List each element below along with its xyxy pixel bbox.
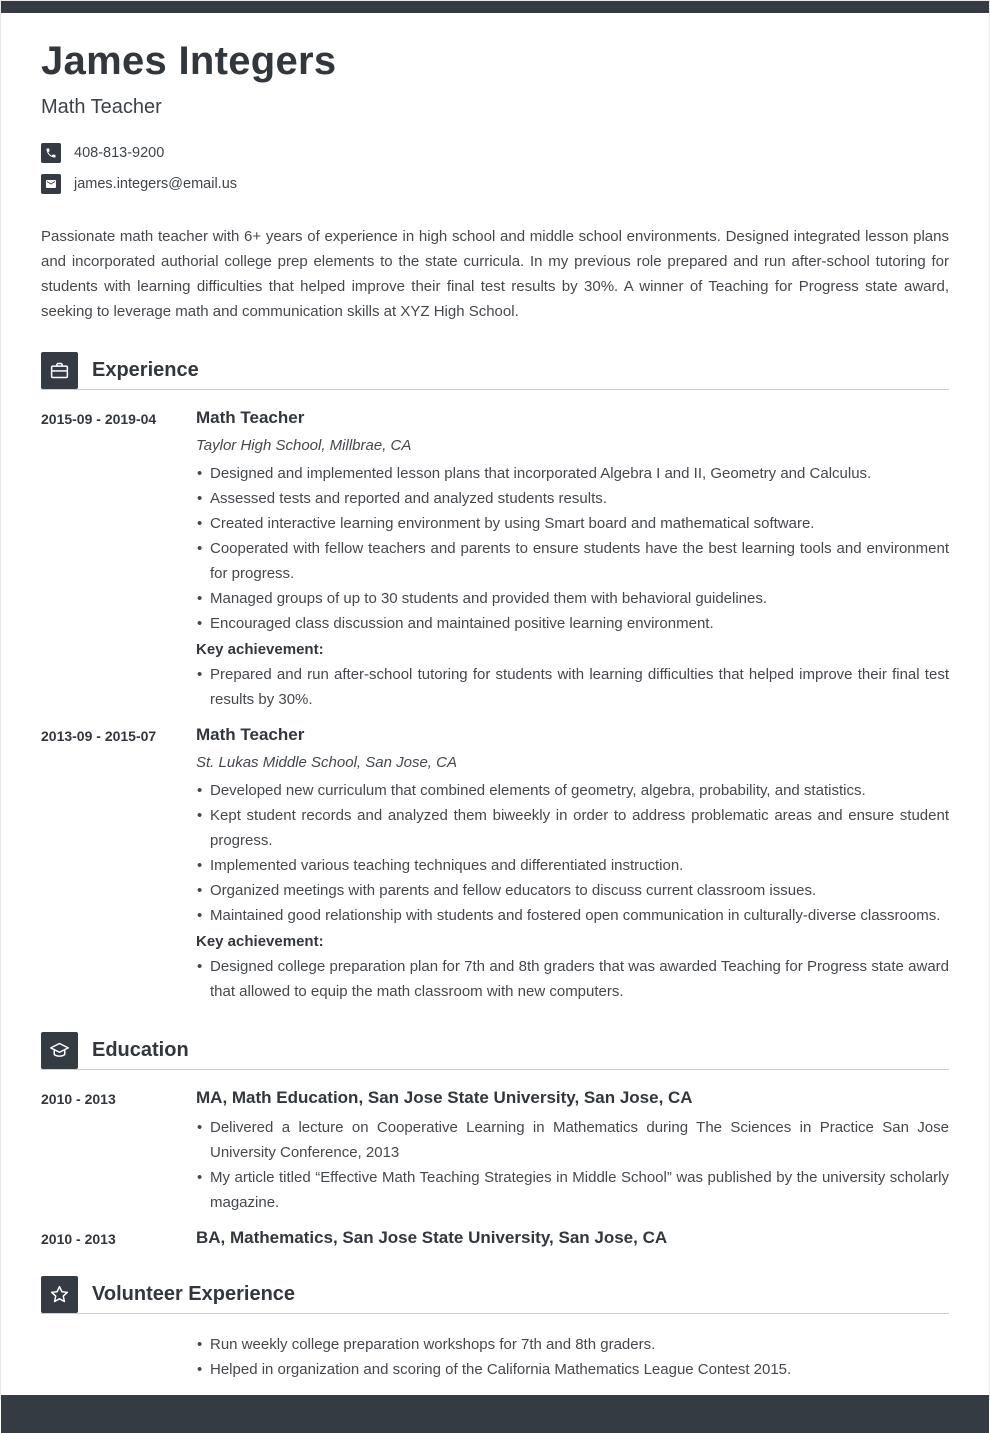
entry-role: Math Teacher (196, 725, 305, 744)
volunteer-section-title: Volunteer Experience (92, 1283, 296, 1305)
entry-bullet-list (196, 1332, 949, 1382)
education-section (41, 1032, 949, 1248)
experience-section (41, 352, 949, 1004)
bullet-item: • Prepared and run after-school tutoring for students with learning difficulties that helped improve their final test results by 30%. (196, 662, 949, 712)
entry-degree: MA, Math Education, San Jose State University, San Jose, CA (196, 1088, 693, 1107)
bullet-item: • Maintained good relationship with students and fostered open communication in culturally-diverse classrooms. (196, 903, 949, 928)
bullet-item: • Managed groups of up to 30 students and provided them with behavioral guidelines. (196, 586, 949, 611)
star-icon (41, 1276, 78, 1313)
entry-date: 2010 - 2013 (41, 1231, 116, 1247)
entry-degree: BA, Mathematics, San Jose State University, San Jose, CA (196, 1228, 668, 1247)
bullet-item: • Implemented various teaching techniques and differentiated instruction. (196, 853, 949, 878)
bullet-item: • Delivered a lecture on Cooperative Learning in Mathematics during The Sciences in Practice San Jose University Conference, 2013 (196, 1115, 949, 1165)
email-row (41, 174, 949, 194)
bottom-accent-bar (1, 1395, 989, 1433)
email-icon (41, 174, 61, 194)
entry-body (196, 725, 949, 1004)
key-achievement-label: Key achievement: (196, 933, 324, 950)
person-job-title: Math Teacher (41, 96, 162, 118)
bullet-item: • Developed new curriculum that combined elements of geometry, algebra, probability, and statistics. (196, 778, 949, 803)
bullet-item: • Helped in organization and scoring of the California Mathematics League Contest 2015. (196, 1357, 949, 1382)
phone-row (41, 143, 949, 163)
entry-date: 2015-09 - 2019-04 (41, 411, 157, 427)
volunteer-section-header (41, 1276, 949, 1314)
bullet-item: • Encouraged class discussion and maintained positive learning environment. (196, 611, 949, 636)
bullet-item: • Designed and implemented lesson plans that incorporated Algebra I and II, Geometry and Calculus. (196, 461, 949, 486)
entry-body (196, 1088, 949, 1215)
entry-body (196, 1332, 949, 1382)
entry-date: 2013-09 - 2015-07 (41, 728, 157, 744)
experience-entry (41, 725, 949, 1004)
bullet-item: • Cooperated with fellow teachers and parents to ensure students have the best learning tools and environment for progress. (196, 536, 949, 586)
bullet-item: • Assessed tests and reported and analyzed students results. (196, 486, 949, 511)
resume-header (41, 39, 949, 194)
phone-number: 408-813-9200 (74, 145, 165, 161)
entry-date-empty (41, 1332, 196, 1382)
bullet-item: • Created interactive learning environment by using Smart board and mathematical software. (196, 511, 949, 536)
experience-section-title: Experience (92, 359, 199, 381)
entry-role: Math Teacher (196, 408, 305, 427)
entry-bullet-list (196, 778, 949, 928)
key-achievement-label: Key achievement: (196, 641, 324, 658)
entry-bullet-list (196, 461, 949, 636)
bullet-item: • Designed college preparation plan for 7th and 8th graders that was awarded Teaching for Progress state award that allowed to equip the math classroom with new computers. (196, 954, 949, 1004)
bullet-item: • Kept student records and analyzed them biweekly in order to address problematic areas and ensure student progress. (196, 803, 949, 853)
education-section-header (41, 1032, 949, 1070)
bullet-item: • Organized meetings with parents and fellow educators to discuss current classroom issues. (196, 878, 949, 903)
volunteer-entry (41, 1332, 949, 1382)
phone-icon (41, 143, 61, 163)
entry-bullet-list (196, 1115, 949, 1215)
resume-content (1, 13, 989, 1395)
education-entry (41, 1228, 949, 1248)
top-accent-bar (1, 1, 989, 13)
key-achievement-list (196, 954, 949, 1004)
graduation-cap-icon (41, 1032, 78, 1069)
briefcase-icon (41, 352, 78, 389)
email-address: james.integers@email.us (74, 176, 238, 192)
experience-entry (41, 408, 949, 712)
entry-organization: Taylor High School, Millbrae, CA (196, 437, 412, 454)
bullet-item: • Run weekly college preparation workshops for 7th and 8th graders. (196, 1332, 949, 1357)
person-name: James Integers (41, 39, 337, 83)
contact-block (41, 143, 949, 194)
education-entry (41, 1088, 949, 1215)
key-achievement-list (196, 662, 949, 712)
summary-paragraph: Passionate math teacher with 6+ years of experience in high school and middle school environments. Designed integrated lesson plans and incorporated authorial college prep elements to the state curricula. In my previous role prepared and run after-school tutoring for students with learning difficulties that helped improve their final test results by 30%. A winner of Teaching for Progress state award, seeking to leverage math and communication skills at XYZ High School. (41, 228, 949, 320)
entry-organization: St. Lukas Middle School, San Jose, CA (196, 754, 457, 771)
volunteer-section (41, 1276, 949, 1382)
education-section-title: Education (92, 1039, 189, 1061)
entry-body (196, 408, 949, 712)
entry-body (196, 1228, 949, 1248)
entry-date: 2010 - 2013 (41, 1091, 116, 1107)
bullet-item: • My article titled “Effective Math Teaching Strategies in Middle School” was published by the university scholarly magazine. (196, 1165, 949, 1215)
experience-section-header (41, 352, 949, 390)
